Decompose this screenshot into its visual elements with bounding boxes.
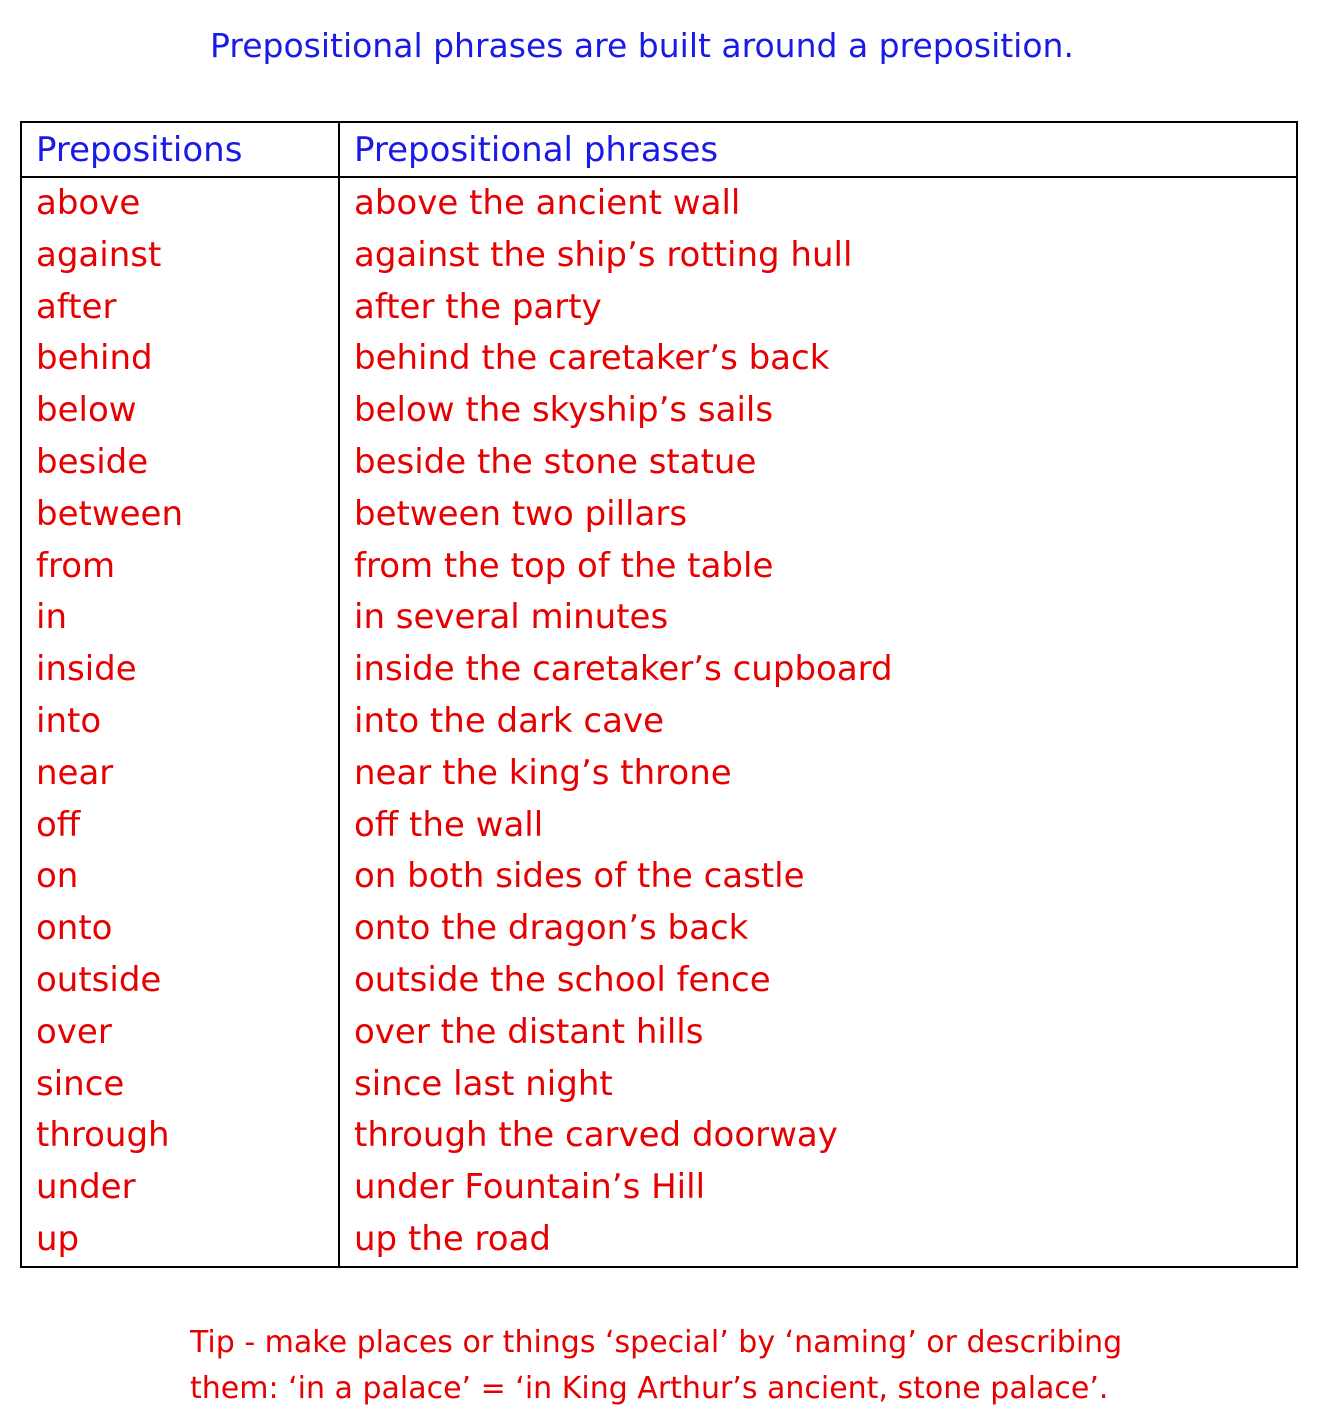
phrase-cell: from the top of the table <box>354 545 774 586</box>
preposition-cell: under <box>21 1162 339 1214</box>
phrase-cell: outside the school fence <box>354 959 771 1000</box>
table-row <box>21 592 1297 644</box>
table-row <box>21 955 1297 1007</box>
preposition-cell: in <box>21 592 339 644</box>
preposition-cell: outside <box>21 955 339 1007</box>
column-header-prepositional-phrases: Prepositional phrases <box>339 122 1297 177</box>
phrase-cell: off the wall <box>354 804 544 845</box>
page-title: Prepositional phrases are built around a preposition. <box>210 26 1074 65</box>
preposition-cell: inside <box>21 644 339 696</box>
preposition-cell: against <box>21 230 339 282</box>
tip-note <box>190 1320 1290 1412</box>
preposition-cell: between <box>21 489 339 541</box>
table-row <box>21 1162 1297 1214</box>
table-row <box>21 282 1297 334</box>
phrase-cell: inside the caretaker’s cupboard <box>354 649 893 690</box>
preposition-cell: over <box>21 1007 339 1059</box>
preposition-cell: after <box>21 282 339 334</box>
table-row <box>21 1214 1297 1267</box>
preposition-cell: behind <box>21 333 339 385</box>
prepositions-table <box>20 121 1298 1268</box>
phrase-cell: beside the stone statue <box>354 441 757 482</box>
preposition-cell: near <box>21 748 339 800</box>
preposition-cell: through <box>21 1110 339 1162</box>
phrase-cell: through the carved doorway <box>354 1115 838 1156</box>
phrase-cell: into the dark cave <box>354 700 665 741</box>
table-row <box>21 437 1297 489</box>
table-body <box>21 177 1297 1267</box>
preposition-cell: up <box>21 1214 339 1267</box>
phrase-cell: behind the caretaker’s back <box>354 338 830 379</box>
preposition-cell: on <box>21 851 339 903</box>
table-row <box>21 489 1297 541</box>
table-row <box>21 333 1297 385</box>
phrase-cell: up the road <box>354 1218 551 1259</box>
column-header-prepositions: Prepositions <box>21 122 339 177</box>
table-row <box>21 177 1297 230</box>
phrase-cell: above the ancient wall <box>354 183 741 223</box>
tip-line: Tip - make places or things ‘special’ by ‘naming’ or describing <box>190 1325 1123 1360</box>
preposition-cell: from <box>21 541 339 593</box>
table-row <box>21 800 1297 852</box>
preposition-cell: below <box>21 385 339 437</box>
preposition-cell: off <box>21 800 339 852</box>
phrase-cell: over the distant hills <box>354 1011 704 1052</box>
table-row <box>21 1007 1297 1059</box>
preposition-cell: into <box>21 696 339 748</box>
phrase-cell: between two pillars <box>354 493 688 534</box>
phrase-cell: under Fountain’s Hill <box>354 1167 706 1208</box>
phrase-cell: on both sides of the castle <box>354 856 805 897</box>
table-row <box>21 1110 1297 1162</box>
table-row <box>21 230 1297 282</box>
preposition-cell: above <box>21 177 339 230</box>
table-row <box>21 851 1297 903</box>
phrase-cell: against the ship’s rotting hull <box>354 234 853 275</box>
table-row <box>21 748 1297 800</box>
preposition-cell: since <box>21 1059 339 1111</box>
table-row <box>21 1059 1297 1111</box>
phrase-cell: after the party <box>354 286 602 327</box>
preposition-cell: onto <box>21 903 339 955</box>
phrase-cell: onto the dragon’s back <box>354 908 749 949</box>
phrase-cell: in several minutes <box>354 597 669 638</box>
table-row <box>21 903 1297 955</box>
table-row <box>21 385 1297 437</box>
preposition-cell: beside <box>21 437 339 489</box>
table-row <box>21 541 1297 593</box>
table-row <box>21 644 1297 696</box>
table-row <box>21 696 1297 748</box>
phrase-cell: near the king’s throne <box>354 752 732 793</box>
phrase-cell: since last night <box>354 1063 613 1104</box>
phrase-cell: below the skyship’s sails <box>354 390 774 431</box>
table-header-row <box>21 122 1297 177</box>
tip-line: them: ‘in a palace’ = ‘in King Arthur’s ancient, stone palace’. <box>190 1371 1109 1406</box>
